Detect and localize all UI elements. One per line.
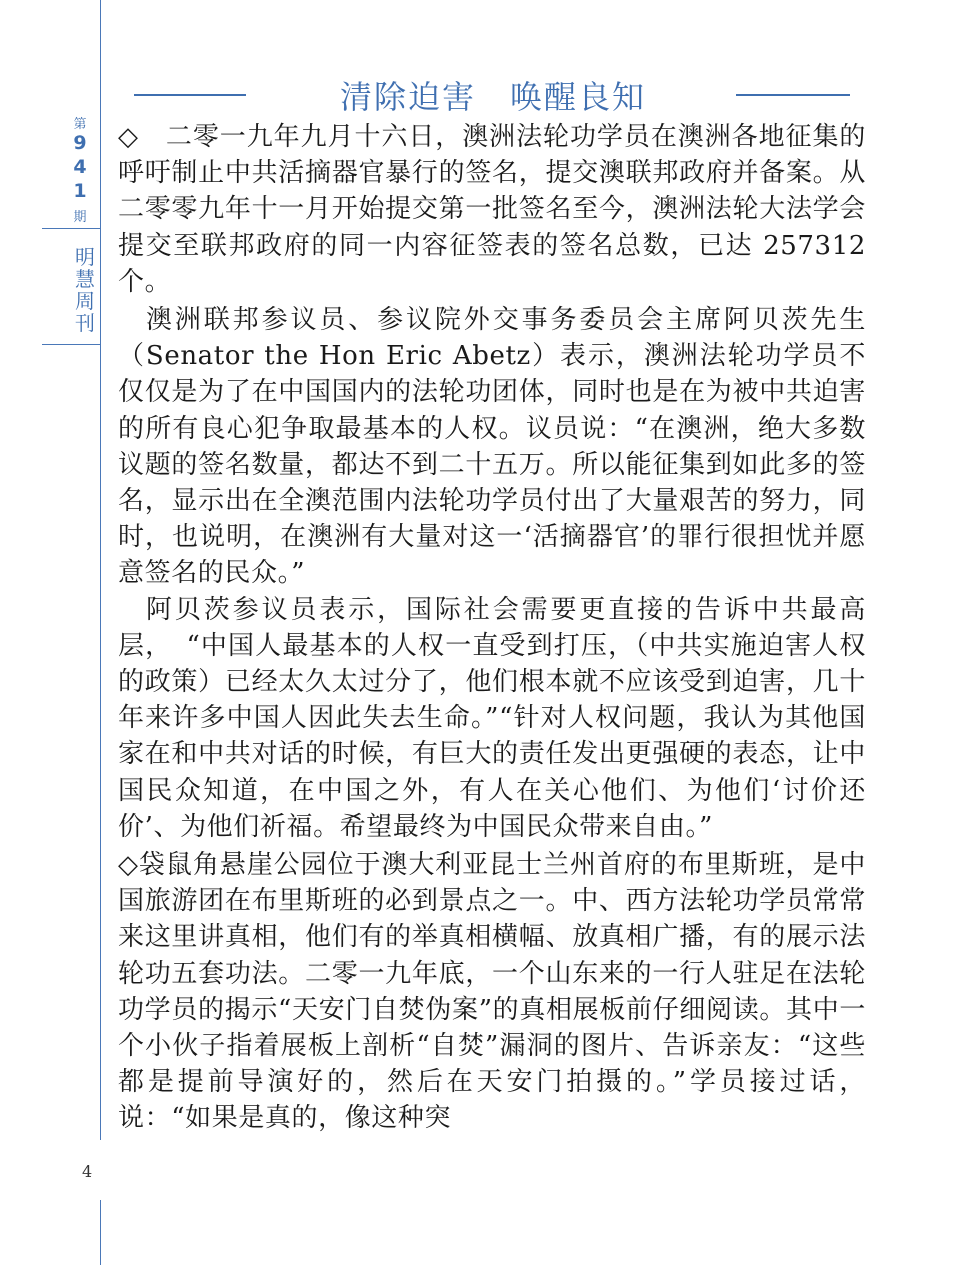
page-number: 4 xyxy=(82,1162,93,1181)
paragraph: ◇ 二零一九年九月十六日，澳洲法轮功学员在澳洲各地征集的呼吁制止中共活摘器官暴行的签名，提交澳联邦政府并备案。从二零零九年十一月开始提交第一批签名至今，澳洲法轮大法学会提交至联邦政府的同一内容征签表的签名总数，已达 257312 个。 xyxy=(118,122,866,297)
issue-digit: 4 xyxy=(73,156,87,178)
title-rule-right xyxy=(736,94,850,96)
journal-name xyxy=(70,246,100,334)
margin-rule-top xyxy=(100,0,101,1140)
margin-rule-bottom xyxy=(100,1200,101,1265)
journal-char: 慧 xyxy=(75,267,95,291)
title-rule-left xyxy=(134,94,246,96)
paragraph: 澳洲联邦参议员、参议院外交事务委员会主席阿贝茨先生（Senator the Hon Eric Abetz）表示，澳洲法轮功学员不仅仅是为了在中国国内的法轮功团体，同时也是在为被中共迫害的所有良心犯争取最基本的人权。议员说：“在澳洲，绝大多数议题的签名数量，都达不到二十五万。所以能征集到如此多的签名，显示出在全澳范围内法轮功学员付出了大量艰苦的努力，同时，也说明，在澳洲有大量对这一‘活摘器官’的罪行很担忧并愿意签名的民众。” xyxy=(118,305,866,589)
sidebar-divider-top xyxy=(42,228,100,229)
issue-digit: 1 xyxy=(73,180,87,202)
paragraph: ◇袋鼠角悬崖公园位于澳大利亚昆士兰州首府的布里斯班，是中国旅游团在布里斯班的必到景点之一。中、西方法轮功学员常常来这里讲真相，他们有的举真相横幅、放真相广播，有的展示法轮功五套功法。二零一九年底，一个山东来的一行人驻足在法轮功学员的揭示“天安门自焚伪案”的真相展板前仔细阅读。其中一个小伙子指着展板上剖析“自焚”漏洞的图片、告诉亲友：“这些都是提前导演好的，然后在天安门拍摄的。”学员接过话，说：“如果是真的，像这种突 xyxy=(118,850,866,1134)
article-body xyxy=(118,119,866,1137)
page-title: 清除迫害 唤醒良知 xyxy=(339,78,646,116)
journal-char: 周 xyxy=(75,289,95,313)
issue-digit: 9 xyxy=(73,132,87,154)
issue-suffix: 期 xyxy=(73,210,87,225)
journal-char: 刊 xyxy=(75,311,95,335)
paragraph: 阿贝茨参议员表示，国际社会需要更直接的告诉中共最高层， “中国人最基本的人权一直受到打压，（中共实施迫害人权的政策）已经太久太过分了，他们根本就不应该受到迫害，几十年来许多中国人因此失去生命。”“针对人权问题，我认为其他国家在和中共对话的时候，有巨大的责任发出更强硬的表态，让中国民众知道，在中国之外，有人在关心他们、为他们‘讨价还价’、为他们祈福。希望最终为中国民众带来自由。” xyxy=(118,594,866,842)
issue-prefix: 第 xyxy=(73,117,87,132)
sidebar-divider-bottom xyxy=(42,344,100,345)
journal-char: 明 xyxy=(75,245,95,269)
issue-number xyxy=(60,131,100,203)
